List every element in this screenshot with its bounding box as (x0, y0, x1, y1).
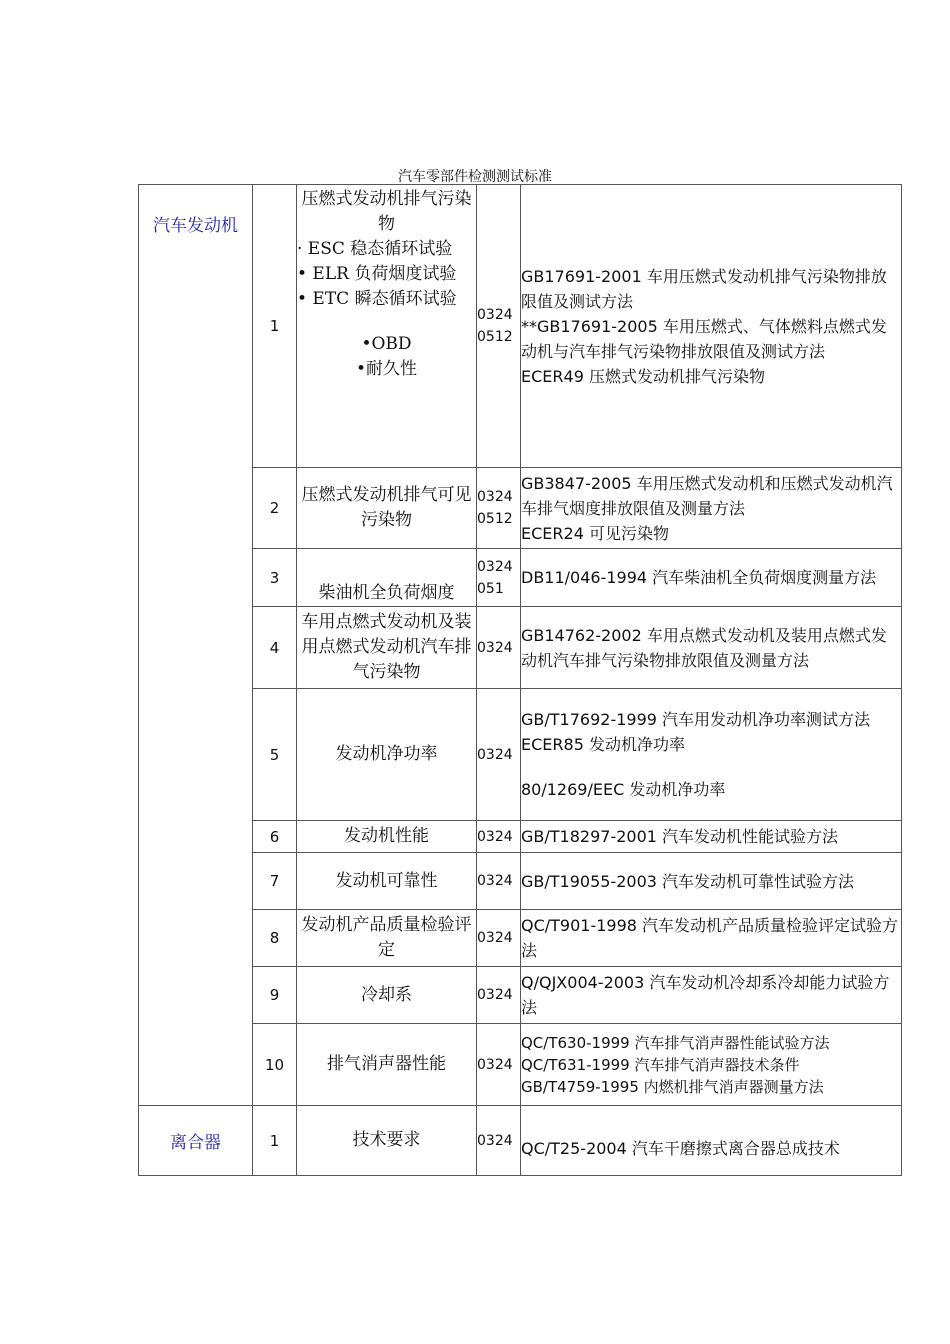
item-sub: •OBD (361, 334, 412, 354)
standard: GB/T19055-2003 汽车发动机可靠性试验方法 (521, 871, 855, 891)
code: 0324 (477, 873, 513, 889)
standards-cell (521, 967, 902, 1024)
item-title: 柴油机全负荷烟度 (297, 549, 477, 607)
item-title: 发动机性能 (297, 821, 477, 853)
code: 0324 (477, 746, 513, 763)
item-sub: • ETC 瞬态循环试验 (297, 289, 457, 309)
code-cell (477, 549, 521, 607)
table-row (139, 1024, 902, 1106)
standard: QC/T901-1998 汽车发动机产品质量检验评定试验方法 (521, 916, 899, 960)
code-cell (477, 853, 521, 910)
standards-cell (521, 468, 902, 549)
code-cell (477, 967, 521, 1024)
standard: ECER49 压燃式发动机排气污染物 (521, 366, 765, 386)
standard: GB3847-2005 车用压燃式发动机和压燃式发动机汽车排气烟度排放限值及测量方法 (521, 473, 893, 518)
code: 0324 (477, 307, 513, 323)
category-cell: 汽车发动机 (139, 185, 253, 1106)
code: 0324 (477, 1056, 513, 1073)
standard: **GB17691-2005 车用压燃式、气体燃料点燃式发动机与汽车排气污染物排放限值及测试方法 (521, 316, 887, 361)
table-row (139, 910, 902, 967)
code: 051 (477, 580, 504, 597)
table-row (139, 689, 902, 821)
standards-table (138, 184, 902, 1176)
row-number: 6 (253, 821, 297, 853)
table-row (139, 821, 902, 853)
item-title: 技术要求 (297, 1106, 477, 1176)
standard: DB11/046-1994 汽车柴油机全负荷烟度测量方法 (521, 568, 877, 587)
standards-cell (521, 1106, 902, 1176)
row-number: 1 (253, 1106, 297, 1176)
code: 0324 (477, 987, 513, 1003)
item-cell (297, 185, 477, 468)
row-number: 5 (253, 689, 297, 821)
standard: ECER24 可见污染物 (521, 523, 669, 543)
standards-cell (521, 607, 902, 689)
code: 0324 (477, 639, 513, 656)
code: 0512 (477, 329, 513, 345)
item-title: 冷却系 (297, 967, 477, 1024)
row-number: 9 (253, 967, 297, 1024)
category-cell: 离合器 (139, 1106, 253, 1176)
code-cell (477, 1024, 521, 1106)
row-number: 4 (253, 607, 297, 689)
code: 0512 (477, 511, 513, 527)
table-row (139, 607, 902, 689)
row-number: 3 (253, 549, 297, 607)
row-number: 1 (253, 185, 297, 468)
standard: 80/1269/EEC 发动机净功率 (521, 780, 726, 799)
standard: GB/T18297-2001 汽车发动机性能试验方法 (521, 827, 839, 846)
code-cell (477, 689, 521, 821)
code: 0324 (477, 489, 513, 505)
code-cell (477, 910, 521, 967)
code: 0324 (477, 828, 513, 845)
row-number: 10 (253, 1024, 297, 1106)
standard: Q/QJX004-2003 汽车发动机冷却系冷却能力试验方法 (521, 973, 890, 1017)
item-title: 发动机产品质量检验评定 (297, 910, 477, 967)
table-row (139, 185, 902, 468)
row-number: 8 (253, 910, 297, 967)
standards-cell (521, 689, 902, 821)
item-title: 压燃式发动机排气可见污染物 (297, 468, 477, 549)
standards-cell (521, 853, 902, 910)
item-sub: · ESC 稳态循环试验 (297, 239, 453, 259)
table-row (139, 468, 902, 549)
item-sub: • ELR 负荷烟度试验 (297, 264, 457, 284)
standards-cell (521, 910, 902, 967)
standard: GB/T17692-1999 汽车用发动机净功率测试方法 (521, 710, 871, 729)
standards-cell (521, 821, 902, 853)
row-number: 2 (253, 468, 297, 549)
standard: ECER85 发动机净功率 (521, 735, 685, 754)
item-title: 发动机可靠性 (297, 853, 477, 910)
item-title: 发动机净功率 (297, 689, 477, 821)
code: 0324 (477, 930, 513, 946)
standard: GB17691-2001 车用压燃式发动机排气污染物排放限值及测试方法 (521, 266, 887, 311)
code: 0324 (477, 1132, 513, 1149)
standard: QC/T631-1999 汽车排气消声器技术条件 (521, 1055, 800, 1074)
item-title: 压燃式发动机排气污染物 (301, 189, 472, 234)
item-sub: •耐久性 (355, 359, 418, 379)
row-number: 7 (253, 853, 297, 910)
code-cell (477, 1106, 521, 1176)
table-row (139, 967, 902, 1024)
code-cell (477, 468, 521, 549)
standard: GB14762-2002 车用点燃式发动机及装用点燃式发动机汽车排气污染物排放限值及测量方法 (521, 625, 887, 670)
code-cell (477, 821, 521, 853)
item-title: 排气消声器性能 (297, 1024, 477, 1106)
standards-cell (521, 185, 902, 468)
page-title: 汽车零部件检测测试标准 (398, 169, 552, 185)
code-cell (477, 607, 521, 689)
code-cell (477, 185, 521, 468)
standard: QC/T630-1999 汽车排气消声器性能试验方法 (521, 1033, 830, 1052)
standard: QC/T25-2004 汽车干磨擦式离合器总成技术 (521, 1139, 840, 1158)
item-title: 车用点燃式发动机及装用点燃式发动机汽车排气污染物 (297, 607, 477, 689)
standard: GB/T4759-1995 内燃机排气消声器测量方法 (521, 1077, 824, 1096)
table-row (139, 1106, 902, 1176)
table-row (139, 853, 902, 910)
code: 0324 (477, 558, 513, 575)
standards-cell (521, 549, 902, 607)
table-row (139, 549, 902, 607)
standards-cell (521, 1024, 902, 1106)
